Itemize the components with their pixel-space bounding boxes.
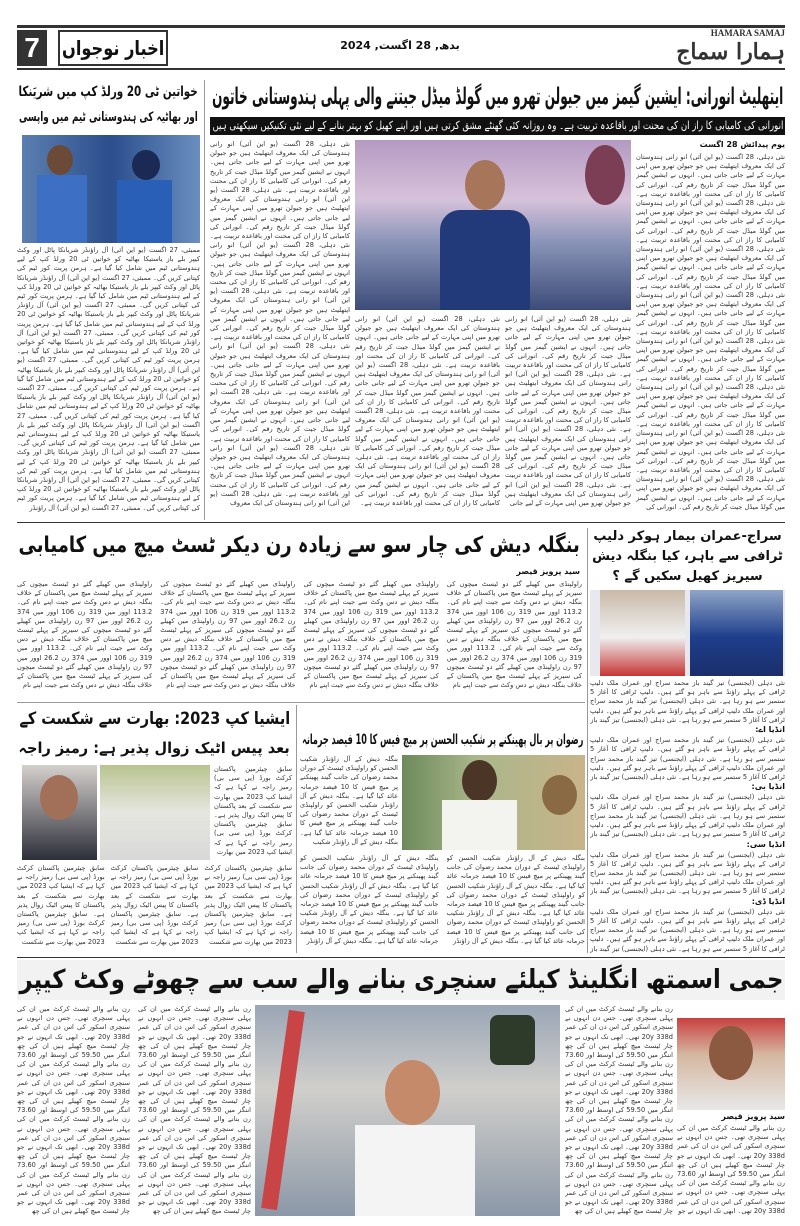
story3-body: راولپنڈی میں کھیلے گئے دو ٹیسٹ میچوں کی سیریز کے پہلے ٹیسٹ میچ میں پاکستان کے خلاف بنگلہ دیش نے دس وکٹ سے جیت اپنے نام کی۔ 113.2 اوور میں 319 رن 106 اوور میں 374 رن 26.2 اوور میں 97 رن راولپنڈی میں کھیلے گئے دو ٹیسٹ میچوں کی سیریز کے پہلے ٹیسٹ میچ میں پاکستان کے خلاف بنگلہ دیش نے دس وکٹ سے جیت اپنے نام کی۔ 113.2 اوور میں 319 رن 106 اوور میں 374 رن 26.2 اوور میں 97 رن راولپنڈی میں کھیلے گئے دو ٹیسٹ میچوں کی سیریز کے پہلے ٹیسٹ میچ میں پاکستان کے خلاف بنگلہ دیش نے دس وکٹ سے جیت اپنے نام	[446, 580, 582, 690]
story7-photo-jamie-smith	[255, 1005, 560, 1216]
story4-body: نئی دہلی (ایجنسی) تیز گیند باز محمد سراج اور عمران ملک دلیپ ٹرافی کے پہلے راؤنڈ سے باہر ہو گئے ہیں۔ دلیپ ٹرافی کا آغاز 5 ستمبر سے ہو رہا ہے۔ نئی دہلی (ایجنسی) تیز گیند باز محمد سراج اور عمران ملک دلیپ ٹرافی کے پہلے راؤنڈ سے باہر ہو گئے ہیں۔ دلیپ ٹرافی کا آغاز 5 ستمبر سے ہو رہا ہے۔ نئی دہلی (ایجنسی) تیز گیند باز	[590, 679, 785, 724]
story1-photo-athlete	[355, 140, 631, 310]
story6-photo-team	[100, 765, 210, 860]
story1-headline-box	[210, 80, 785, 114]
story7-byline: سید پرویز قیصر	[721, 1112, 785, 1121]
story6-headline-line2-box	[17, 734, 292, 762]
story4-body-area	[590, 679, 785, 953]
story3-body: راولپنڈی میں کھیلے گئے دو ٹیسٹ میچوں کی سیریز کے پہلے ٹیسٹ میچ میں پاکستان کے خلاف بنگلہ دیش نے دس وکٹ سے جیت اپنے نام کی۔ 113.2 اوور میں 319 رن 106 اوور میں 374 رن 26.2 اوور میں 97 رن راولپنڈی میں کھیلے گئے دو ٹیسٹ میچوں کی سیریز کے پہلے ٹیسٹ میچ میں پاکستان کے خلاف بنگلہ دیش نے دس وکٹ سے جیت اپنے نام کی۔ 113.2 اوور میں 319 رن 106 اوور میں 374 رن 26.2 اوور میں 97 رن راولپنڈی میں کھیلے گئے دو ٹیسٹ میچوں کی سیریز کے پہلے ٹیسٹ میچ میں پاکستان کے خلاف بنگلہ دیش نے دس وکٹ سے جیت اپنے نام	[160, 580, 296, 690]
story2-body: ممبئی، 27 اگست (یو این آئی) آل راؤنڈر شریانکا پاٹل اور وکٹ کیپر بلے باز یاستیکا بھاٹیہ کو خواتین ٹی 20 ورلڈ کپ کے لیے ہندوستانی ٹیم میں شامل کیا گیا ہے۔ ہرمن پریت کور ٹیم کی کپتانی کریں گی۔ ممبئی، 27 اگست (یو این آئی) آل راؤنڈر شریانکا پاٹل اور وکٹ کیپر بلے باز یاستیکا بھاٹیہ کو خواتین ٹی 20 ورلڈ کپ کے لیے ہندوستانی ٹیم میں شامل کیا گیا ہے۔ ہرمن پریت کور ٹیم کی کپتانی کریں گی۔ ممبئی، 27 اگست (یو این آئی) آل راؤنڈر شریانکا پاٹل اور وکٹ کیپر بلے باز یاستیکا بھاٹیہ کو خواتین ٹی 20 ورلڈ کپ کے لیے ہندوستانی ٹیم میں شامل کیا گیا ہے۔ ہرمن پریت کور ٹیم کی کپتانی کریں گی۔ ممبئی، 27 اگست (یو این آئی) آل راؤنڈر شریانکا پاٹل اور وکٹ کیپر بلے باز یاستیکا بھاٹیہ کو خواتین ٹی 20 ورلڈ کپ کے لیے ہندوستانی ٹیم میں شامل کیا گیا ہے۔ ہرمن پریت کور ٹیم کی کپتانی کریں گی۔ ممبئی، 27 اگست (یو این آئی) آل راؤنڈر شریانکا پاٹل اور وکٹ کیپر بلے باز یاستیکا بھاٹیہ کو خواتین ٹی 20 ورلڈ کپ کے لیے ہندوستانی ٹیم میں شامل کیا گیا ہے۔ ہرمن پریت کور ٹیم کی کپتانی کریں گی۔ ممبئی، 27 اگست (یو این آئی) آل راؤنڈر شریانکا پاٹل اور وکٹ کیپر بلے باز یاستیکا بھاٹیہ کو خواتین ٹی 20 ورلڈ کپ کے لیے ہندوستانی ٹیم میں شامل کیا گیا ہے۔ ہرمن پریت کور ٹیم کی کپتانی کریں گی۔ ممبئی، 27 اگست (یو این آئی) آل راؤنڈر شریانکا پاٹل اور وکٹ کیپر بلے باز یاستیکا بھاٹیہ کو خواتین ٹی 20 ورلڈ کپ کے لیے ہندوستانی ٹیم میں شامل کیا گیا ہے۔ ہرمن پریت کور ٹیم کی کپتانی کریں گی۔ ممبئی، 27 اگست (یو این آئی) آل راؤنڈر شریانکا پاٹل اور وکٹ کیپر بلے باز یاستیکا بھاٹیہ کو خواتین ٹی 20 ورلڈ کپ کے لیے ہندوستانی ٹیم میں شامل کیا گیا ہے۔ ہرمن پریت کور ٹیم کی کپتانی کریں گی۔ ممبئی، 27 اگست (یو این آئی) آل راؤنڈر شریانکا پاٹل اور وکٹ کیپر بلے باز یاستیکا بھاٹیہ کو خواتین ٹی 20 ورلڈ کپ کے لیے ہندوستانی ٹیم میں شامل کیا گیا ہے۔ ہرمن پریت کور ٹیم کی کپتانی کریں گی۔ ممبئی، 27 اگست (یو این آئی) آل راؤنڈر	[17, 246, 200, 512]
story4-body: نئی دہلی (ایجنسی) تیز گیند باز محمد سراج اور عمران ملک دلیپ ٹرافی کے پہلے راؤنڈ سے باہر ہو گئے ہیں۔ دلیپ ٹرافی کا آغاز 5 ستمبر سے ہو رہا ہے۔ نئی دہلی (ایجنسی) تیز گیند باز محمد سراج اور عمران ملک دلیپ ٹرافی کے پہلے راؤنڈ سے باہر ہو گئے ہیں۔ دلیپ ٹرافی کا آغاز 5 ستمبر سے ہو رہا ہے۔ نئی دہلی (ایجنسی) تیز گیند باز	[590, 850, 785, 896]
story1-body: نئی دہلی، 28 اگست (یو این آئی) انو رانی ہندوستان کی ایک معروف ایتھلیٹ ہیں جو جیولن تھرو میں اپنی مہارت کے لیے جانی جاتی ہیں۔ انہوں نے ایشین گیمز میں گولڈ میڈل جیت کر تاریخ رقم کی۔ انورانی کی کامیابی کا راز ان کی محنت اور باقاعدہ تربیت ہے۔ نئی دہلی، 28 اگست (یو این آئی) انو رانی ہندوستان کی ایک معروف ایتھلیٹ ہیں جو جیولن تھرو میں اپنی مہارت کے لیے جانی جاتی ہیں۔ انہوں نے ایشین گیمز میں گولڈ میڈل جیت کر تاریخ رقم کی۔ انورانی کی کامیابی کا راز ان کی محنت اور باقاعدہ تربیت ہے۔ نئی دہلی، 28 اگست (یو این آئی) انو رانی ہندوستان کی ایک معروف ایتھلیٹ ہیں جو جیولن تھرو میں اپنی مہارت کے لیے جانی جاتی ہیں۔ انہوں نے ایشین گیمز میں گولڈ میڈل جیت کر تاریخ رقم کی۔ انورانی کی کامیابی کا راز ان کی محنت اور باقاعدہ تربیت ہے۔ نئی دہلی، 28 اگست (یو این آئی) انو رانی ہندوستان کی ایک معروف ایتھلیٹ ہیں جو جیولن تھرو میں اپنی مہارت کے لیے جانی جاتی ہیں۔ انہوں نے ایشین گیمز میں گولڈ میڈل جیت کر تاریخ رقم کی۔ انورانی کی کامیابی کا راز ان کی محنت اور باقاعدہ تربیت ہے۔ نئی دہلی، 28 اگست (یو این آئی) انو رانی ہندوستان کی ایک معروف ایتھلیٹ ہیں جو جیولن تھرو میں اپنی مہارت کے لیے جانی جاتی ہیں۔ انہوں نے ایشین گیمز میں گولڈ میڈل جیت کر تاریخ رقم کی۔ انورانی کی کامیابی کا راز ان کی محنت اور باقاعدہ تربیت ہے۔ نئی دہلی، 28 اگست (یو این آئی) انو رانی ہندوستان کی ایک معروف ایتھلیٹ ہیں جو جیولن تھرو میں اپنی مہارت کے لیے جانی جاتی ہیں۔ انہوں نے ایشین گیمز میں گولڈ میڈل جیت کر تاریخ رقم کی۔ انورانی کی کامیابی کا راز ان کی محنت اور باقاعدہ تربیت ہے۔ نئی دہلی، 28 اگست (یو این آئی) انو رانی ہندوستان کی ایک معروف ایتھلیٹ ہیں جو جیولن تھرو میں اپنی مہارت کے لیے جانی جاتی ہیں۔ انہوں نے ایشین گیمز میں گولڈ میڈل جیت کر تاریخ رقم کی۔ انورانی کی کامیابی کا راز ان کی محنت اور باقاعدہ تربیت ہے۔ نئی دہلی، 28 اگست (یو این آئی) انو رانی ہندوستان کی ایک معروف ایتھلیٹ ہیں جو جیولن تھرو میں اپنی مہارت کے لیے جانی جاتی ہیں۔ انہوں نے ایشین گیمز میں گولڈ میڈل جیت کر تاریخ رقم کی۔ انورانی کی	[636, 153, 785, 511]
story7-body-col3: رن بنانے والے ٹیسٹ کرکٹ میں ان کی پہلی سنچری تھی۔ جس دن انہوں نے سنچری اسکور کی اس دن ان کی عمر 20y 338d تھی۔ ابھی تک انہوں نے جو چار ٹیسٹ میچ کھیلے ہیں ان کی چھ اننگز میں 59.50 کی اوسط اور 73.60 رن بنانے والے ٹیسٹ کرکٹ میں ان کی پہلی سنچری تھی۔ جس دن انہوں نے سنچری اسکور کی اس دن ان کی عمر 20y 338d تھی۔ ابھی تک انہوں نے جو چار ٹیسٹ میچ کھیلے ہیں ان کی چھ اننگز میں 59.50 کی اوسط اور 73.60 رن بنانے والے ٹیسٹ کرکٹ میں ان کی پہلی سنچری تھی۔ جس دن انہوں نے سنچری اسکور کی اس دن ان کی عمر 20y 338d تھی۔ ابھی تک انہوں نے جو چار ٹیسٹ میچ کھیلے ہیں ان کی چھ اننگز میں 59.50 کی اوسط اور 73.60 رن بنانے والے ٹیسٹ کرکٹ میں ان کی پہلی سنچری تھی۔ جس دن انہوں نے سنچری اسکور کی اس دن ان کی عمر 20y 338d تھی۔ ابھی تک انہوں نے جو چار ٹیسٹ میچ کھیلے ہیں ان کی چھ	[17, 1005, 130, 1216]
story6-body-cont: سابق چیئرمین پاکستان کرکٹ بورڈ (پی سی بی) رمیز راجہ نے کہا ہے کہ ایشیا کپ 2023 میں بھارت سے شکست کے بعد پاکستان کا پیس اٹیک زوال پذیر ہے۔ سابق چیئرمین پاکستان کرکٹ بورڈ (پی سی بی) رمیز راجہ نے کہا ہے کہ ایشیا کپ 2023 میں بھارت سے شکست	[110, 864, 199, 946]
story6-body: سابق چیئرمین پاکستان کرکٹ بورڈ (پی سی بی) رمیز راجہ نے کہا ہے کہ ایشیا کپ 2023 میں بھارت سے شکست کے بعد پاکستان کا پیس اٹیک زوال پذیر ہے۔ سابق چیئرمین پاکستان کرکٹ بورڈ (پی سی بی) رمیز راجہ نے کہا ہے کہ ایشیا کپ 2023 میں بھارت	[214, 765, 292, 856]
story7-body-col3: رن بنانے والے ٹیسٹ کرکٹ میں ان کی پہلی سنچری تھی۔ جس دن انہوں نے سنچری اسکور کی اس دن ان کی عمر 20y 338d تھی۔ ابھی تک انہوں نے جو چار ٹیسٹ میچ کھیلے ہیں ان کی چھ اننگز میں 59.50 کی اوسط اور 73.60 رن بنانے والے ٹیسٹ کرکٹ میں ان کی پہلی سنچری تھی۔ جس دن انہوں نے سنچری اسکور کی اس دن ان کی عمر 20y 338d تھی۔ ابھی تک انہوں نے جو چار ٹیسٹ میچ کھیلے ہیں ان کی چھ اننگز میں 59.50 کی اوسط اور 73.60 رن بنانے والے ٹیسٹ کرکٹ میں ان کی پہلی سنچری تھی۔ جس دن انہوں نے سنچری اسکور کی اس دن ان کی عمر 20y 338d تھی۔ ابھی تک انہوں نے جو چار ٹیسٹ میچ کھیلے ہیں ان کی چھ اننگز میں 59.50 کی اوسط اور 73.60 رن بنانے والے ٹیسٹ کرکٹ میں ان کی پہلی سنچری تھی۔ جس دن انہوں نے سنچری اسکور کی اس دن ان کی عمر 20y 338d تھی۔ ابھی تک انہوں نے جو چار ٹیسٹ میچ کھیلے ہیں ان کی چھ	[138, 1005, 251, 1216]
story1-subhead: انورانی کی کامیابی کا راز ان کی محنت اور باقاعدہ تربیت ہے۔ وہ روزانہ کئی گھنٹے مشق کرتی ہیں اور اپنے کھیل کو بہتر بنانے کے لیے نئی تکنیکیں سیکھتی ہیں	[212, 119, 783, 132]
story1-dateline: یوم پیدائش 28 اگست	[699, 140, 785, 149]
issue-date-box	[300, 38, 500, 54]
story4-body: نئی دہلی (ایجنسی) تیز گیند باز محمد سراج اور عمران ملک دلیپ ٹرافی کے پہلے راؤنڈ سے باہر ہو گئے ہیں۔ دلیپ ٹرافی کا آغاز 5 ستمبر سے ہو رہا ہے۔ نئی دہلی (ایجنسی) تیز گیند باز محمد سراج اور عمران ملک دلیپ ٹرافی کے پہلے راؤنڈ سے باہر ہو گئے ہیں۔ دلیپ ٹرافی کا آغاز 5 ستمبر سے ہو رہا ہے۔ نئی دہلی (ایجنسی) تیز گیند باز	[590, 793, 785, 839]
column-divider	[204, 80, 205, 520]
story5-body-columns	[300, 854, 585, 952]
story7-headline: جمی اسمتھ انگلینڈ کیلئے سنچری بنانے والے سب سے چھوٹے وکٹ کیپر	[19, 965, 783, 995]
section-title: اخبار نوجواں	[61, 36, 165, 60]
story4-body: نئی دہلی (ایجنسی) تیز گیند باز محمد سراج اور عمران ملک دلیپ ٹرافی کے پہلے راؤنڈ سے باہر ہو گئے ہیں۔ دلیپ ٹرافی کا آغاز 5 ستمبر سے ہو رہا ہے۔ نئی دہلی (ایجنسی) تیز گیند باز محمد سراج اور عمران ملک دلیپ ٹرافی کے پہلے راؤنڈ سے باہر ہو گئے ہیں۔ دلیپ ٹرافی کا آغاز 5 ستمبر سے ہو رہا ہے۔ نئی دہلی (ایجنسی) تیز گیند باز	[590, 736, 785, 782]
story2-headline-line2-box	[17, 106, 200, 130]
story6-headline-line2: بعد پیس اٹیک زوال پذیر ہے: رمیز راجہ	[18, 739, 291, 757]
story2-headline-line2: اور بھاٹیہ کی ہندوستانی ٹیم میں واپسی	[19, 110, 198, 125]
story7-body-col1: رن بنانے والے ٹیسٹ کرکٹ میں ان کی پہلی سنچری تھی۔ جس دن انہوں نے سنچری اسکور کی اس دن ان کی عمر 20y 338d تھی۔ ابھی تک انہوں نے جو چار ٹیسٹ میچ کھیلے ہیں ان کی چھ اننگز میں 59.50 کی اوسط اور 73.60 رن بنانے والے ٹیسٹ کرکٹ میں ان کی پہلی سنچری تھی۔ جس دن انہوں نے سنچری اسکور کی اس دن ان کی عمر 20y 338d تھی۔ ابھی تک انہوں نے جو	[677, 1124, 785, 1215]
story7-body-columns	[17, 1005, 251, 1216]
story5-headline-box	[300, 728, 585, 752]
story4-label-a: انڈیا اے:	[755, 725, 785, 735]
story3-headline: بنگلہ دیش کی چار سو سے زیادہ رن دیکر ٹسٹ میچ میں کامیابی	[18, 533, 581, 558]
page-number: 7	[17, 30, 47, 66]
story1-subhead-box	[210, 117, 785, 135]
story7-body-col2: رن بنانے والے ٹیسٹ کرکٹ میں ان کی پہلی سنچری تھی۔ جس دن انہوں نے سنچری اسکور کی اس دن ان کی عمر 20y 338d تھی۔ ابھی تک انہوں نے جو چار ٹیسٹ میچ کھیلے ہیں ان کی چھ اننگز میں 59.50 کی اوسط اور 73.60 رن بنانے والے ٹیسٹ کرکٹ میں ان کی پہلی سنچری تھی۔ جس دن انہوں نے سنچری اسکور کی اس دن ان کی عمر 20y 338d تھی۔ ابھی تک انہوں نے جو چار ٹیسٹ میچ کھیلے ہیں ان کی چھ اننگز میں 59.50 کی اوسط اور 73.60 رن بنانے والے ٹیسٹ کرکٹ میں ان کی پہلی سنچری تھی۔ جس دن انہوں نے سنچری اسکور کی اس دن ان کی عمر 20y 338d تھی۔ ابھی تک انہوں نے جو چار ٹیسٹ میچ کھیلے ہیں ان کی چھ اننگز میں 59.50 کی اوسط اور 73.60 رن بنانے والے ٹیسٹ کرکٹ میں ان کی پہلی سنچری تھی۔ جس دن انہوں نے سنچری اسکور کی اس دن ان کی عمر 20y 338d تھی۔ ابھی تک انہوں نے جو چار ٹیسٹ میچ کھیلے ہیں ان کی چھ	[565, 1005, 673, 1216]
story3-body-columns	[17, 580, 582, 698]
story5-photo-shakib	[402, 755, 585, 850]
logo-english: HAMARA SAMAJ	[710, 28, 785, 38]
story3-body: راولپنڈی میں کھیلے گئے دو ٹیسٹ میچوں کی سیریز کے پہلے ٹیسٹ میچ میں پاکستان کے خلاف بنگلہ دیش نے دس وکٹ سے جیت اپنے نام کی۔ 113.2 اوور میں 319 رن 106 اوور میں 374 رن 26.2 اوور میں 97 رن راولپنڈی میں کھیلے گئے دو ٹیسٹ میچوں کی سیریز کے پہلے ٹیسٹ میچ میں پاکستان کے خلاف بنگلہ دیش نے دس وکٹ سے جیت اپنے نام کی۔ 113.2 اوور میں 319 رن 106 اوور میں 374 رن 26.2 اوور میں 97 رن راولپنڈی میں کھیلے گئے دو ٹیسٹ میچوں کی سیریز کے پہلے ٹیسٹ میچ میں پاکستان کے خلاف بنگلہ دیش نے دس وکٹ سے جیت اپنے نام	[303, 580, 439, 690]
story4-headline: سراج-عمران بیمار ہوکر دلیپ ٹرافی سے باہر، کیا بنگلہ دیش سیریز کھیل سکیں گے ؟	[592, 529, 783, 584]
column-divider	[587, 528, 588, 953]
story7-photo-author	[677, 1018, 785, 1110]
story4-body: نئی دہلی (ایجنسی) تیز گیند باز محمد سراج اور عمران ملک دلیپ ٹرافی کے پہلے راؤنڈ سے باہر ہو گئے ہیں۔ دلیپ ٹرافی کا آغاز 5 ستمبر سے ہو رہا ہے۔ نئی دہلی (ایجنسی) تیز گیند باز محمد سراج اور عمران ملک دلیپ ٹرافی کے پہلے راؤنڈ سے باہر ہو گئے ہیں۔ دلیپ ٹرافی کا آغاز 5 ستمبر سے ہو رہا ہے۔ نئی دہلی (ایجنسی) تیز گیند باز	[590, 907, 785, 953]
story4-label-b: انڈیا بی:	[751, 782, 785, 792]
section-title-box	[58, 30, 168, 66]
logo-urdu: ہمارا سماج	[676, 39, 785, 65]
story5-body-cont: بنگلہ دیش کے آل راؤنڈر شکیب الحسن کو راولپنڈی ٹیسٹ کے دوران محمد رضوان کی جانب گیند پھینکنے پر میچ فیس کا 10 فیصد جرمانہ عائد کیا گیا ہے۔ بنگلہ دیش کے آل راؤنڈر شکیب الحسن کو راولپنڈی ٹیسٹ کے دوران محمد رضوان کی جانب گیند پھینکنے پر میچ فیس کا 10 فیصد جرمانہ عائد کیا گیا ہے۔ بنگلہ دیش کے آل راؤنڈر شکیب الحسن کو راولپنڈی ٹیسٹ کے دوران محمد رضوان کی جانب گیند پھینکنے پر میچ فیس کا 10 فیصد جرمانہ عائد کیا گیا ہے۔ بنگلہ دیش کے آل راؤنڈر	[300, 854, 439, 945]
section-divider	[17, 702, 585, 703]
story2-headline-line1: خواتین ٹی 20 ورلڈ کپ میں شریَنکا	[18, 84, 199, 100]
section-divider	[17, 522, 785, 523]
story6-body-cont: سابق چیئرمین پاکستان کرکٹ بورڈ (پی سی بی) رمیز راجہ نے کہا ہے کہ ایشیا کپ 2023 میں بھارت سے شکست کے بعد پاکستان کا پیس اٹیک زوال پذیر ہے۔ سابق چیئرمین پاکستان کرکٹ بورڈ (پی سی بی) رمیز راجہ نے کہا ہے کہ ایشیا کپ 2023 میں بھارت سے شکست	[16, 864, 105, 946]
story5-headline: رضوان پر بال پھینکنے پر شکیب الحسن پر میچ فیس کا 10 فیصد جرمانہ	[301, 732, 584, 748]
story3-byline: سید پرویز قیصر	[516, 567, 580, 576]
newspaper-logo	[620, 28, 785, 68]
story2-photo-players	[22, 135, 200, 243]
section-divider	[17, 957, 785, 958]
issue-date: بدھ, 28 اگست, 2024	[340, 39, 460, 52]
story5-body: بنگلہ دیش کے آل راؤنڈر شکیب الحسن کو راولپنڈی ٹیسٹ کے دوران محمد رضوان کی جانب گیند پھینکنے پر میچ فیس کا 10 فیصد جرمانہ عائد کیا گیا ہے۔ بنگلہ دیش کے آل راؤنڈر شکیب الحسن کو راولپنڈی ٹیسٹ کے دوران محمد رضوان کی جانب گیند پھینکنے پر میچ فیس کا 10 فیصد جرمانہ عائد کیا گیا ہے۔ بنگلہ دیش کے آل راؤنڈر شکیب	[300, 755, 398, 846]
story7-headline-box	[17, 960, 785, 1000]
story6-body-cont: سابق چیئرمین پاکستان کرکٹ بورڈ (پی سی بی) رمیز راجہ نے کہا ہے کہ ایشیا کپ 2023 میں بھارت سے شکست کے بعد پاکستان کا پیس اٹیک زوال پذیر ہے۔ سابق چیئرمین پاکستان کرکٹ بورڈ (پی سی بی) رمیز راجہ نے کہا ہے کہ ایشیا کپ 2023 میں بھارت سے شکست	[204, 864, 292, 946]
story3-body: راولپنڈی میں کھیلے گئے دو ٹیسٹ میچوں کی سیریز کے پہلے ٹیسٹ میچ میں پاکستان کے خلاف بنگلہ دیش نے دس وکٹ سے جیت اپنے نام کی۔ 113.2 اوور میں 319 رن 106 اوور میں 374 رن 26.2 اوور میں 97 رن راولپنڈی میں کھیلے گئے دو ٹیسٹ میچوں کی سیریز کے پہلے ٹیسٹ میچ میں پاکستان کے خلاف بنگلہ دیش نے دس وکٹ سے جیت اپنے نام کی۔ 113.2 اوور میں 319 رن 106 اوور میں 374 رن 26.2 اوور میں 97 رن راولپنڈی میں کھیلے گئے دو ٹیسٹ میچوں کی سیریز کے پہلے ٹیسٹ میچ میں پاکستان کے خلاف بنگلہ دیش نے دس وکٹ سے جیت اپنے نام	[17, 580, 153, 690]
story1-body-col3: نئی دہلی، 28 اگست (یو این آئی) انو رانی ہندوستان کی ایک معروف ایتھلیٹ ہیں جو جیولن تھرو میں اپنی مہارت کے لیے جانی جاتی ہیں۔ انہوں نے ایشین گیمز میں گولڈ میڈل جیت کر تاریخ رقم کی۔ انورانی کی کامیابی کا راز ان کی محنت اور باقاعدہ تربیت ہے۔ نئی دہلی، 28 اگست (یو این آئی) انو رانی ہندوستان کی ایک معروف ایتھلیٹ ہیں جو جیولن تھرو میں اپنی مہارت کے لیے جانی جاتی ہیں۔ انہوں نے ایشین گیمز میں گولڈ میڈل جیت کر تاریخ رقم کی۔ انورانی کی کامیابی کا راز ان کی محنت اور باقاعدہ تربیت ہے۔ نئی دہلی، 28 اگست (یو این آئی) انو رانی ہندوستان کی ایک معروف ایتھلیٹ ہیں جو جیولن تھرو میں اپنی مہارت کے لیے جانی جاتی ہیں۔ انہوں نے ایشین گیمز میں گولڈ میڈل جیت کر تاریخ رقم کی۔ انورانی کی کامیابی کا راز ان کی محنت اور باقاعدہ تربیت ہے۔ نئی دہلی، 28 اگست (یو این آئی) انو رانی ہندوستان کی ایک معروف ایتھلیٹ ہیں جو جیولن تھرو میں اپنی مہارت کے لیے جانی جاتی ہیں۔ انہوں نے ایشین گیمز میں گولڈ میڈل جیت کر تاریخ رقم کی۔ انورانی کی کامیابی کا راز ان کی محنت اور باقاعدہ تربیت ہے۔	[355, 315, 500, 508]
story3-headline-box	[17, 528, 582, 564]
story4-label-c: انڈیا سی:	[746, 839, 785, 849]
story6-photo-ramiz	[22, 765, 97, 860]
story4-label-d: انڈیا ڈی:	[751, 896, 785, 906]
column-divider	[296, 705, 297, 953]
story1-body-col4: نئی دہلی، 28 اگست (یو این آئی) انو رانی ہندوستان کی ایک معروف ایتھلیٹ ہیں جو جیولن تھرو میں اپنی مہارت کے لیے جانی جاتی ہیں۔ انہوں نے ایشین گیمز میں گولڈ میڈل جیت کر تاریخ رقم کی۔ انورانی کی کامیابی کا راز ان کی محنت اور باقاعدہ تربیت ہے۔ نئی دہلی، 28 اگست (یو این آئی) انو رانی ہندوستان کی ایک معروف ایتھلیٹ ہیں جو جیولن تھرو میں اپنی مہارت کے لیے جانی جاتی ہیں۔ انہوں نے ایشین گیمز میں گولڈ میڈل جیت کر تاریخ رقم کی۔ انورانی کی کامیابی کا راز ان کی محنت اور باقاعدہ تربیت ہے۔ نئی دہلی، 28 اگست (یو این آئی) انو رانی ہندوستان کی ایک معروف ایتھلیٹ ہیں جو جیولن تھرو میں اپنی مہارت کے لیے جانی جاتی ہیں۔ انہوں نے ایشین گیمز میں گولڈ میڈل جیت کر تاریخ رقم کی۔ انورانی کی کامیابی کا راز ان کی محنت اور باقاعدہ تربیت ہے۔ نئی دہلی، 28 اگست (یو این آئی) انو رانی ہندوستان کی ایک معروف ایتھلیٹ ہیں جو جیولن تھرو میں اپنی مہارت کے لیے جانی جاتی ہیں۔ انہوں نے ایشین گیمز میں گولڈ میڈل جیت کر تاریخ رقم کی۔ انورانی کی کامیابی کا راز ان کی محنت اور باقاعدہ تربیت ہے۔ نئی دہلی، 28 اگست (یو این آئی) انو رانی ہندوستان کی ایک معروف ایتھلیٹ ہیں جو جیولن تھرو میں اپنی مہارت کے لیے جانی جاتی ہیں۔ انہوں نے ایشین گیمز میں گولڈ میڈل جیت کر تاریخ رقم کی۔ انورانی کی کامیابی کا راز ان کی محنت اور باقاعدہ تربیت ہے۔ نئی دہلی، 28 اگست (یو این آئی) انو رانی ہندوستان کی ایک معروف ایتھلیٹ ہیں جو جیولن تھرو میں اپنی مہارت کے لیے جانی جاتی ہیں۔ انہوں نے ایشین گیمز میں گولڈ میڈل جیت کر تاریخ رقم کی۔ انورانی کی کامیابی کا راز ان کی محنت اور باقاعدہ تربیت ہے۔ نئی دہلی، 28 اگست (یو این آئی) انو رانی ہندوستان کی ایک معروف ایتھلیٹ ہیں جو جیولن تھرو میں اپنی مہارت کے لیے جانی جاتی ہیں۔ انہوں نے ایشین گیمز میں گولڈ میڈل جیت کر تاریخ رقم کی۔ انورانی کی کامیابی کا راز ان کی محنت اور باقاعدہ تربیت ہے۔ نئی دہلی، 28 اگست (یو این آئی) انو رانی ہندوستان کی ایک معروف	[210, 140, 350, 507]
story6-headline-line1: ایشیا کپ 2023: بھارت سے شکست کے	[19, 709, 290, 729]
story2-headline-line1-box	[17, 80, 200, 104]
story1-body-col2: نئی دہلی، 28 اگست (یو این آئی) انو رانی ہندوستان کی ایک معروف ایتھلیٹ ہیں جو جیولن تھرو میں اپنی مہارت کے لیے جانی جاتی ہیں۔ انہوں نے ایشین گیمز میں گولڈ میڈل جیت کر تاریخ رقم کی۔ انورانی کی کامیابی کا راز ان کی محنت اور باقاعدہ تربیت ہے۔ نئی دہلی، 28 اگست (یو این آئی) انو رانی ہندوستان کی ایک معروف ایتھلیٹ ہیں جو جیولن تھرو میں اپنی مہارت کے لیے جانی جاتی ہیں۔ انہوں نے ایشین گیمز میں گولڈ میڈل جیت کر تاریخ رقم کی۔ انورانی کی کامیابی کا راز ان کی محنت اور باقاعدہ تربیت ہے۔ نئی دہلی، 28 اگست (یو این آئی) انو رانی ہندوستان کی ایک معروف ایتھلیٹ ہیں جو جیولن تھرو میں اپنی مہارت کے لیے جانی جاتی ہیں۔ انہوں نے ایشین گیمز میں گولڈ میڈل جیت کر تاریخ رقم کی۔ انورانی کی کامیابی کا راز ان کی محنت اور باقاعدہ تربیت ہے۔ نئی دہلی، 28 اگست (یو این آئی) انو رانی ہندوستان کی ایک معروف ایتھلیٹ ہیں جو جیولن تھرو میں اپنی مہارت کے لیے جانی	[505, 315, 631, 508]
story4-column	[590, 527, 785, 953]
story1-headline: ایتھلیٹ انورانی: ایشین گیمز میں جیولن تھرو میں گولڈ میڈل جیتنے والی پہلی ہندوستانی خاتون	[211, 84, 784, 110]
story4-photo-players	[590, 590, 785, 676]
story6-headline-line1-box	[17, 705, 292, 733]
story5-body-cont: بنگلہ دیش کے آل راؤنڈر شکیب الحسن کو راولپنڈی ٹیسٹ کے دوران محمد رضوان کی جانب گیند پھینکنے پر میچ فیس کا 10 فیصد جرمانہ عائد کیا گیا ہے۔ بنگلہ دیش کے آل راؤنڈر شکیب الحسن کو راولپنڈی ٹیسٹ کے دوران محمد رضوان کی جانب گیند پھینکنے پر میچ فیس کا 10 فیصد جرمانہ عائد کیا گیا ہے۔ بنگلہ دیش کے آل راؤنڈر شکیب الحسن کو راولپنڈی ٹیسٹ کے دوران محمد رضوان کی جانب گیند پھینکنے پر میچ فیس کا 10 فیصد جرمانہ عائد کیا گیا ہے۔ بنگلہ دیش کے آل راؤنڈر	[446, 854, 585, 945]
story6-body-columns	[17, 864, 292, 952]
